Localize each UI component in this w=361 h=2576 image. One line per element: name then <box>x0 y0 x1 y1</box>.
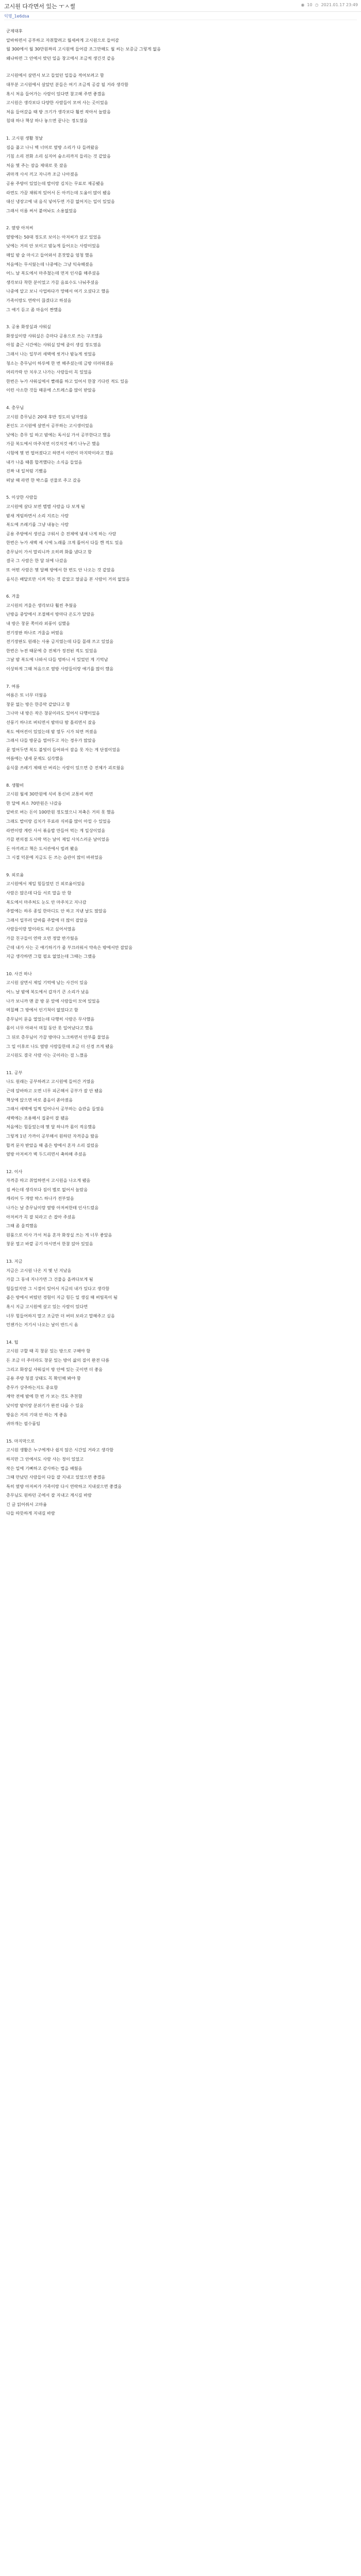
text-line: 한번은 누가 새벽 세 시에 노래를 크게 틀어서 다들 깬 적도 있음 <box>6 540 123 546</box>
text-line: 너무 힘들어하지 말고 조금만 더 버텨 보라고 말해주고 싶음 <box>6 1313 115 1318</box>
text-line: 시험에 몇 번 떨어졌다고 하면서 이번이 마지막이라고 했음 <box>6 450 114 455</box>
text-line: 9. 외로움 <box>6 872 24 877</box>
text-line: 밤새 게임하면서 소리 지르는 사람 <box>6 513 69 518</box>
text-line: 기침 소리 전화 소리 심지어 숨소리까지 들리는 것 같았음 <box>6 154 111 159</box>
text-line: 새벽에는 조용해서 집중이 잘 됐음 <box>6 1115 69 1121</box>
eye-icon: ◉ <box>301 3 305 7</box>
text-line: 복도에 쓰레기를 그냥 내놓는 사람 <box>6 522 69 528</box>
text-line: 한번은 누가 샤워실에서 빨래를 하고 있어서 한참 기다린 적도 있음 <box>6 378 128 384</box>
text-line: 가족이랑도 연락이 끊겼다고 하셨음 <box>6 298 72 303</box>
text-line: 작은 일에 기뻐하고 감사하는 법을 배웠음 <box>6 1465 83 1471</box>
text-line: 또 어떤 사람은 몇 달째 방에서 한 번도 안 나오는 것 같았음 <box>6 567 115 573</box>
text-line: 나가 보니까 맨 끝 방 문 앞에 사람들이 모여 있었음 <box>6 998 100 1004</box>
text-line: 고시원 총무님은 20대 후반 정도의 남자였음 <box>6 414 88 419</box>
text-line: 고시원에 살다 보면 별별 사람을 다 보게 됨 <box>6 503 85 509</box>
text-line: 창문 없는 방은 한증막 같았다고 함 <box>6 701 70 707</box>
text-line: 그래서 나는 일부러 새벽에 씻거나 밤늦게 씻었음 <box>6 351 96 357</box>
paragraph <box>6 27 355 63</box>
text-line: 그날 밤 복도에 나와서 다들 멍하니 서 있었던 게 기억남 <box>6 657 108 663</box>
text-line: 아침 출근 시간에는 샤워실 앞에 줄이 생길 정도였음 <box>6 342 102 348</box>
text-line: 그래서 다들 방문을 열어두고 자는 경우가 많았음 <box>6 738 96 743</box>
text-line: 음식물 쓰레기 제때 안 버리는 사람이 있으면 층 전체가 괴로웠음 <box>6 765 125 770</box>
text-line: 알바로 버는 돈이 100만원 정도였으니 저축은 거의 못 했음 <box>6 809 115 815</box>
text-line: 전기장판도 원래는 사용 금지였는데 다들 몰래 쓰고 있었음 <box>6 639 114 645</box>
text-line: 내 방은 창문 쪽이라 외풍이 심했음 <box>6 621 70 626</box>
paragraph <box>6 1069 355 1159</box>
text-line: 복도 에어컨이 있었는데 밤 열두 시가 되면 꺼졌음 <box>6 728 97 734</box>
text-line: 옆방에는 50대 정도로 보이는 아저씨가 살고 있었음 <box>6 234 102 240</box>
text-line: 대신 냉장고에 내 음식 넣어두면 가끔 없어지는 일이 있었음 <box>6 199 115 205</box>
text-line: 계약 전에 밤에 한 번 가 보는 것도 추천함 <box>6 1394 83 1399</box>
text-line: 이런 사소한 것들 때문에 스트레스를 많이 받았음 <box>6 387 96 393</box>
text-line: 그 시절 덕분에 지금도 돈 쓰는 습관이 많이 바뀌었음 <box>6 855 103 860</box>
text-line: 가끔 편의점 도시락 먹는 날이 제일 사치스러운 날이었음 <box>6 837 110 842</box>
text-line: 그래서 일부러 알바를 주말에 더 많이 잡았음 <box>6 917 88 923</box>
text-line: 사람은 많은데 다들 서로 말을 안 함 <box>6 890 72 896</box>
text-line: 고시원 월세 30만원에 식비 통신비 교통비 하면 <box>6 791 93 797</box>
text-line: 가끔 복도에서 마주치면 이것저것 얘기 나누곤 했음 <box>6 441 100 447</box>
text-line: 복도에서 마주쳐도 눈도 안 마주치고 지나감 <box>6 899 87 905</box>
text-line: 혹시 처음 들어가는 사람이 있다면 참고해 주면 좋겠음 <box>6 91 106 96</box>
text-line: 공용 주방이 있었는데 밥이랑 김치는 무료로 제공됐음 <box>6 180 104 186</box>
text-line: 11. 공부 <box>6 1070 23 1075</box>
text-line: 책상에 앉으면 바로 졸음이 쏟아졌음 <box>6 1097 73 1103</box>
text-line: 귀마개는 필수품임 <box>6 1421 40 1427</box>
text-line: 그리고 화장실 샤워실이 방 안에 있는 곳이면 더 좋음 <box>6 1366 103 1372</box>
text-line: 7. 여름 <box>6 683 20 689</box>
text-line: 그나마 내 방은 작은 창문이라도 있어서 다행이었음 <box>6 710 100 716</box>
text-line: 1. 고시원 생활 첫날 <box>6 135 43 141</box>
paragraph <box>6 224 355 314</box>
text-line: 혹시 지금 고시원에 살고 있는 사람이 있다면 <box>6 1304 88 1309</box>
text-line: 6. 겨울 <box>6 594 20 599</box>
text-line: 나가는 날 총무님이랑 옆방 아저씨한테 인사드렸음 <box>6 1205 99 1211</box>
paragraph <box>6 682 355 773</box>
text-line: 대부분 고시원에서 살았던 분들은 여기 조금씩 공감 될 거라 생각함 <box>6 81 128 87</box>
text-line: 근데 내가 사는 곳 얘기하기가 좀 부끄러워서 약속은 밖에서만 잡았음 <box>6 944 133 950</box>
paragraph <box>6 592 355 673</box>
text-line: 나중에 알고 보니 사업하다가 망해서 여기 오셨다고 했음 <box>6 289 110 294</box>
text-line: 침대 하나 책상 하나 놓으면 끝나는 정도였음 <box>6 118 88 124</box>
text-line: 여름은 또 너무 더웠음 <box>6 692 47 698</box>
text-line: 처음 몇 주는 잠을 제대로 못 잤음 <box>6 162 68 168</box>
paragraph <box>6 134 355 215</box>
text-line: 5. 이상한 사람들 <box>6 495 38 500</box>
paragraph <box>6 781 355 862</box>
text-line: 본인도 고시원에 살면서 공부하는 고시생이었음 <box>6 423 93 429</box>
text-line: 짐 싸는데 생각보다 짐이 별로 없어서 놀랐음 <box>6 1187 88 1192</box>
text-line: 한 달에 최소 70만원은 나갔음 <box>6 800 62 806</box>
text-line: 처음에는 무서웠는데 나중에는 그냥 익숙해졌음 <box>6 261 93 267</box>
text-line: 주말에는 하루 종일 한마디도 안 하고 지낸 날도 많았음 <box>6 908 107 914</box>
text-line: 그때 좀 울컥했음 <box>6 1223 38 1229</box>
text-line: 8. 생활비 <box>6 782 24 788</box>
text-line: 좁은 방에서 버텼던 경험이 지금 힘든 일 생길 때 버팀목이 됨 <box>6 1295 118 1300</box>
text-line: 어느 날 복도에서 마주쳤는데 먼저 인사를 해주셨음 <box>6 270 100 276</box>
author-name[interactable]: 익명_1e6dsa <box>4 14 29 19</box>
text-line: 라면이랑 계란 사서 볶음밥 만들어 먹는 게 일상이었음 <box>6 827 106 833</box>
clock-icon: ◷ <box>315 3 319 7</box>
text-line: 낮에는 총무 일 하고 밤에는 독서실 가서 공부한다고 했음 <box>6 432 111 437</box>
text-line: 이상하게 그때 처음으로 옆방 사람들이랑 얘기를 많이 했음 <box>6 666 114 671</box>
text-line: 총무가 상주하는지도 중요함 <box>6 1384 58 1390</box>
text-line: 긴 글 읽어줘서 고마움 <box>6 1501 47 1507</box>
text-line: 낮이랑 밤이랑 분위기가 완전 다를 수 있음 <box>6 1402 84 1408</box>
text-line: 아저씨가 꼭 잘 되라고 손 잡아 주셨음 <box>6 1214 76 1219</box>
text-line: 캐리어 두 개랑 박스 하나가 전부였음 <box>6 1196 74 1201</box>
text-line: 처음에는 힘들었는데 몇 달 하니까 몸이 적응했음 <box>6 1124 96 1130</box>
post-title: 고시원 다각면서 있는 ㅜㅅ썰 <box>4 3 76 10</box>
text-line: 그래도 밥이랑 김치가 무료라 식비를 많이 아낄 수 있었음 <box>6 818 111 824</box>
text-line: 라면도 가끔 채워져 있어서 돈 아끼는데 도움이 많이 됐음 <box>6 190 111 195</box>
paragraph <box>6 1167 355 1249</box>
text-line: 특히 옆방 아저씨가 가족이랑 다시 연락하고 지내셨으면 좋겠음 <box>6 1483 122 1489</box>
text-line: 그렇게 1년 가까이 공부해서 원하던 자격증을 땄음 <box>6 1133 99 1139</box>
text-line: 하지만 그 안에서도 사람 사는 정이 있었고 <box>6 1456 84 1462</box>
text-line: 나도 원래는 공부하려고 고시원에 들어간 거였음 <box>6 1079 95 1084</box>
text-line: 언젠가는 거기서 나오는 날이 반드시 옴 <box>6 1322 78 1328</box>
text-line: 총무님도 원하던 곳에서 잘 지내고 계시길 바람 <box>6 1493 92 1498</box>
paragraph <box>6 871 355 961</box>
text-line: 가끔 친구들이 연락 오면 정말 반가웠음 <box>6 936 78 941</box>
text-line: 그 일 이후로 나도 옆방 사람들한테 조금 더 신경 쓰게 됐음 <box>6 1043 113 1049</box>
paragraph <box>6 323 355 395</box>
text-line: 창문 열고 바깥 공기 마시면서 한참 앉아 있었음 <box>6 1241 93 1247</box>
text-line: 청소는 총무님이 하루에 한 번 해주셨는데 금방 더러워졌음 <box>6 360 114 366</box>
text-line: 왜냐하면 그 안에서 맞던 일을 창고에서 조금씩 생긴것 같음 <box>6 55 115 61</box>
text-line: 선풍기 하나로 버티면서 밤마다 땀 흘리면서 잤음 <box>6 719 96 725</box>
text-line: 고시원 생활은 누구에게나 쉽지 않은 시간일 거라고 생각함 <box>6 1447 114 1453</box>
text-line: 13. 지금 <box>6 1259 23 1264</box>
text-line: 며칠째 그 방에서 인기척이 없었다고 함 <box>6 1007 78 1013</box>
post-body <box>6 27 355 1527</box>
text-line: 고시원에서 살면서 보고 들었던 일들을 적어보려고 함 <box>6 73 104 78</box>
text-line: 한번은 누전 때문에 층 전체가 정전된 적도 있었음 <box>6 648 97 653</box>
text-line: 난방을 중앙에서 조절해서 방마다 온도가 달랐음 <box>6 612 95 617</box>
text-line: 원룸으로 이사 가서 처음 혼자 화장실 쓰는 게 너무 좋았음 <box>6 1232 112 1238</box>
text-line: 생각보다 착한 분이었고 가끔 음료수도 나눠주셨음 <box>6 279 99 285</box>
paragraph <box>6 493 355 584</box>
text-line: 공용 주방에서 생선을 구워서 층 전체에 냄새 나게 하는 사람 <box>6 531 117 536</box>
text-line: 문 열어두면 복도 불빛이 들어와서 잠을 못 자는 게 단점이었음 <box>6 747 121 752</box>
text-line: 사람들이랑 말이라도 하고 싶어서였음 <box>6 926 76 932</box>
text-line: 어느 날 밤에 복도에서 갑자기 큰 소리가 났음 <box>6 989 89 994</box>
text-line: 4. 총무님 <box>6 404 24 410</box>
text-line: 귀마개 사서 끼고 자니까 조금 나아졌음 <box>6 172 78 177</box>
paragraph <box>6 1437 355 1518</box>
text-line: 10. 사건 하나 <box>6 971 32 976</box>
text-line: 전기장판 하나로 겨울을 버텼음 <box>6 630 63 635</box>
text-line: 머리카락 안 치우고 나가는 사람들이 꼭 있었음 <box>6 369 92 375</box>
text-line: 그래서 이름 써서 붙여놔도 소용없었음 <box>6 208 77 213</box>
paragraph <box>6 1338 355 1429</box>
text-line: 고시원의 겨울은 생각보다 훨씬 추웠음 <box>6 602 77 608</box>
text-line: 진짜 내 일처럼 기뻤음 <box>6 468 47 474</box>
text-line: 짐을 풀고 나니 벽 너머로 옆방 소리가 다 들려왔음 <box>6 144 99 150</box>
text-line: 옆방 아저씨가 벽 두드리면서 축하해 주셨음 <box>6 1151 87 1157</box>
text-line: 매일 밤 술 마시고 들어와서 혼잣말을 엄청 했음 <box>6 252 93 258</box>
text-line: 3. 공용 화장실과 샤워실 <box>6 324 51 330</box>
text-line: 떠날 때 라면 한 박스를 선물로 주고 갔음 <box>6 477 81 483</box>
text-line: 그래서 새벽에 일찍 일어나서 공부하는 습관을 들였음 <box>6 1106 104 1112</box>
text-line: 근데 알바하고 오면 너무 피곤해서 공부가 잘 안 됐음 <box>6 1088 103 1093</box>
text-line: 힘들었지만 그 시절이 있어서 지금의 내가 있다고 생각함 <box>6 1285 110 1291</box>
text-line: 고시원도 결국 사람 사는 곳이라는 걸 느꼈음 <box>6 1053 88 1058</box>
text-line: 2. 옆방 아저씨 <box>6 225 34 231</box>
text-line: 합격 문자 받았을 때 좁은 방에서 혼자 소리 질렀음 <box>6 1142 99 1148</box>
post-meta <box>301 3 358 7</box>
paragraph <box>6 1257 355 1330</box>
text-line: 방음은 거의 기대 안 하는 게 좋음 <box>6 1412 68 1417</box>
text-line: 고시원은 생각보다 다양한 사람들이 모여 사는 곳이었음 <box>6 100 108 106</box>
text-line: 지금 생각하면 그럴 필요 없었는데 그때는 그랬음 <box>6 954 96 959</box>
text-line: 처음 들어갔을 때 방 크기가 생각보다 훨씬 작아서 놀랐음 <box>6 109 111 114</box>
text-line: 그 뒤로 총무님이 가끔 방마다 노크하면서 안부를 물었음 <box>6 1034 110 1040</box>
text-line: 14. 팁 <box>6 1339 19 1345</box>
text-line: 총무님이 문을 열었는데 다행히 사람은 무사했음 <box>6 1016 95 1022</box>
text-line: 내가 나올 때쯤 합격했다는 소식을 들었음 <box>6 459 83 465</box>
text-line: 돈 조금 더 주더라도 창문 있는 방이 삶의 질이 완전 다름 <box>6 1357 110 1363</box>
text-line: 고시원 구할 때 꼭 창문 있는 방으로 구해야 함 <box>6 1348 91 1354</box>
text-line: 고시원 살면서 제일 기억에 남는 사건이 있음 <box>6 980 88 986</box>
text-line: 그 얘기 듣고 좀 마음이 짠했음 <box>6 307 62 312</box>
text-line: 가끔 그 동네 지나가면 그 건물을 올려다보게 됨 <box>6 1277 93 1282</box>
text-line: 총무님이 가서 말리니까 오히려 화를 냈다고 함 <box>6 549 92 554</box>
text-line: 군제대후 <box>6 28 23 33</box>
text-line: 화장실이랑 샤워실은 층마다 공용으로 쓰는 구조였음 <box>6 333 103 338</box>
text-line: 12. 이사 <box>6 1168 23 1174</box>
view-count: 10 <box>307 3 313 7</box>
text-line: 공용 주방 청결 상태도 꼭 확인해 봐야 함 <box>6 1376 81 1381</box>
post-timestamp: 2021.01.17 23:49 <box>321 3 358 7</box>
text-line: 그때 만났던 사람들이 다들 잘 지내고 있었으면 좋겠음 <box>6 1475 106 1480</box>
text-line: 알바하면서 공부하고 자취할려고 월세싸게 고시원으로 들어감 <box>6 37 119 43</box>
text-line: 낮에는 거의 안 보이고 밤늦게 들어오는 사람이었음 <box>6 243 100 249</box>
text-line: 다들 따뜻하게 지내길 바람 <box>6 1511 55 1516</box>
text-line: 돈 아끼려고 책은 도서관에서 빌려 봤음 <box>6 845 78 851</box>
text-line: 월 300에서 월 30만원짜리 고시원에 들어감 조그만해도 월 씨는 보증금 그렇게 없음 <box>6 46 161 52</box>
text-line: 결국 그 사람은 한 달 뒤에 나갔음 <box>6 558 68 564</box>
text-line: 음식은 배달로만 시켜 먹는 것 같았고 얼굴을 본 사람이 거의 없었음 <box>6 576 130 582</box>
text-line: 자격증 따고 취업하면서 고시원을 나오게 됐음 <box>6 1178 91 1183</box>
text-line: 여름에는 냄새 문제도 심각했음 <box>6 756 63 761</box>
text-line: 고시원에서 제일 힘들었던 건 외로움이었음 <box>6 881 85 887</box>
paragraph <box>6 403 355 485</box>
text-line: 15. 마지막으로 <box>6 1438 35 1444</box>
text-line: 몸이 너무 아파서 며칠 동안 못 일어났다고 했음 <box>6 1025 93 1031</box>
paragraph <box>6 71 355 126</box>
post-header <box>0 0 361 12</box>
paragraph <box>6 970 355 1060</box>
text-line: 지금은 고시원 나온 지 몇 년 지났음 <box>6 1267 72 1273</box>
